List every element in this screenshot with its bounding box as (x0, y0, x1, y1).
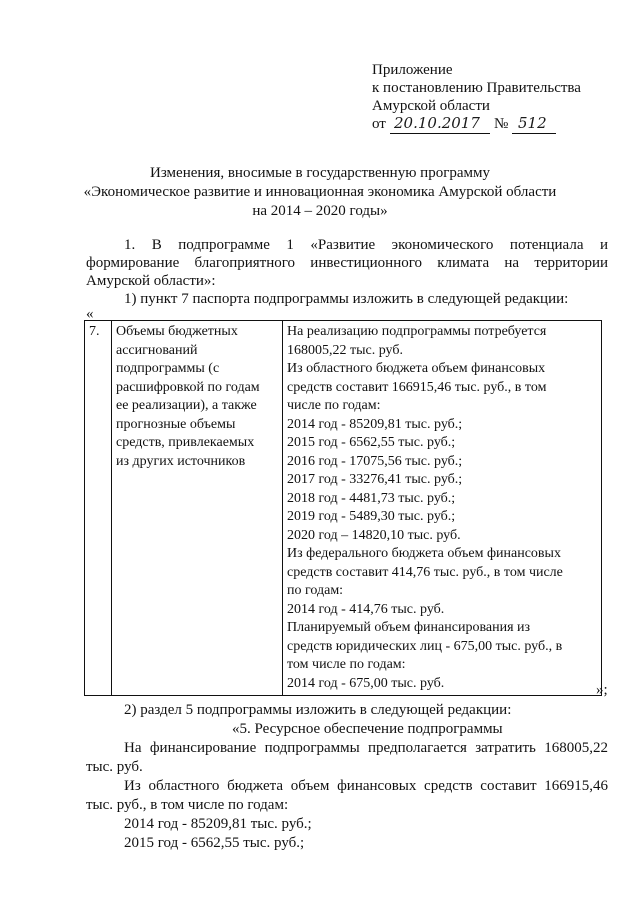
intro-paragraph-line3: Амурской области»: (86, 273, 216, 289)
label-line: из других источников (116, 453, 246, 469)
row-label-cell (112, 321, 283, 696)
row-number-cell (85, 321, 112, 696)
content-line: 2014 год - 85209,81 тыс. руб.; (287, 416, 463, 432)
appendix-date-prefix: от (372, 116, 386, 132)
section5-p2-line1: Из областного бюджета объем финансовых средств составит 166915,46 (124, 778, 608, 794)
label-line: подпрограммы (с (116, 361, 220, 376)
content-line: Планируемый объем финансирования из (287, 620, 531, 635)
appendix-title: Приложение (372, 62, 453, 78)
date-underline (390, 133, 490, 134)
content-line: 2017 год - 33276,41 тыс. руб.; (287, 472, 463, 487)
content-line: 2015 год - 6562,55 тыс. руб.; (287, 435, 456, 450)
content-line: средств составит 166915,46 тыс. руб., в том (287, 379, 547, 395)
content-line: 2019 год - 5489,30 тыс. руб.; (287, 509, 456, 524)
content-line: 2014 год - 675,00 тыс. руб. (287, 675, 445, 691)
row-number: 7. (89, 324, 100, 339)
section5-instruction: 2) раздел 5 подпрограммы изложить в следующей редакции: (124, 702, 512, 718)
content-line: 168005,22 тыс. руб. (287, 342, 403, 358)
table-row (85, 321, 602, 696)
section5-p1-line2: тыс. руб. (86, 759, 143, 775)
appendix-region: Амурской области (372, 98, 490, 114)
section5-p1-line1: На финансирование подпрограммы предполагается затратить 168005,22 (124, 740, 608, 756)
appendix-number-prefix: № (494, 116, 509, 132)
content-line: 2016 год - 17075,56 тыс. руб.; (287, 453, 463, 469)
label-line: расшифровкой по годам (116, 379, 260, 395)
intro-paragraph-line1: 1. В подпрограмме 1 «Развитие экономического потенциала и (124, 237, 608, 253)
content-line: На реализацию подпрограммы потребуется (287, 324, 547, 339)
content-line: Из федерального бюджета объем финансовых (287, 546, 561, 561)
document-title-line1: Изменения, вносимые в государственную программу (150, 165, 490, 181)
section5-p2-line2: тыс. руб., в том числе по годам: (86, 797, 289, 813)
close-quote: »; (596, 682, 608, 698)
content-line: Из областного бюджета объем финансовых (287, 361, 546, 376)
content-line: том числе по годам: (287, 657, 406, 672)
intro-paragraph-line2: формирование благоприятного инвестиционного климата на территории (86, 255, 608, 271)
content-line: 2018 год - 4481,73 тыс. руб.; (287, 490, 456, 506)
open-quote: « (86, 306, 94, 322)
number-underline (512, 133, 556, 134)
passport-item-instruction: 1) пункт 7 паспорта подпрограммы изложить в следующей редакции: (124, 291, 569, 307)
section5-year-2014: 2014 год - 85209,81 тыс. руб.; (124, 816, 312, 832)
document-title-line3: на 2014 – 2020 годы» (252, 203, 388, 219)
section5-heading: «5. Ресурсное обеспечение подпрограммы (232, 721, 503, 737)
section5-year-2015: 2015 год - 6562,55 тыс. руб.; (124, 835, 305, 851)
content-line: средств юридических лиц - 675,00 тыс. руб., в (287, 638, 563, 654)
passport-table (84, 320, 602, 696)
appendix-date-value: 20.10.2017 (394, 114, 480, 132)
label-line: средств, привлекаемых (116, 435, 255, 450)
appendix-decree: к постановлению Правительства (372, 80, 581, 96)
label-line: ассигнований (116, 342, 198, 358)
document-title-line2: «Экономическое развитие и инновационная экономика Амурской области (83, 184, 557, 200)
content-line: по годам: (287, 583, 344, 598)
content-line: числе по годам: (287, 398, 381, 413)
content-line: 2020 год – 14820,10 тыс. руб. (287, 527, 461, 543)
content-line: средств составит 414,76 тыс. руб., в том числе (287, 564, 563, 580)
row-content-cell (283, 321, 602, 696)
content-line: 2014 год - 414,76 тыс. руб. (287, 601, 445, 617)
label-line: ее реализации), а также (116, 398, 257, 413)
label-line: Объемы бюджетных (116, 324, 238, 339)
label-line: прогнозные объемы (116, 416, 236, 432)
appendix-number-value: 512 (518, 114, 547, 132)
